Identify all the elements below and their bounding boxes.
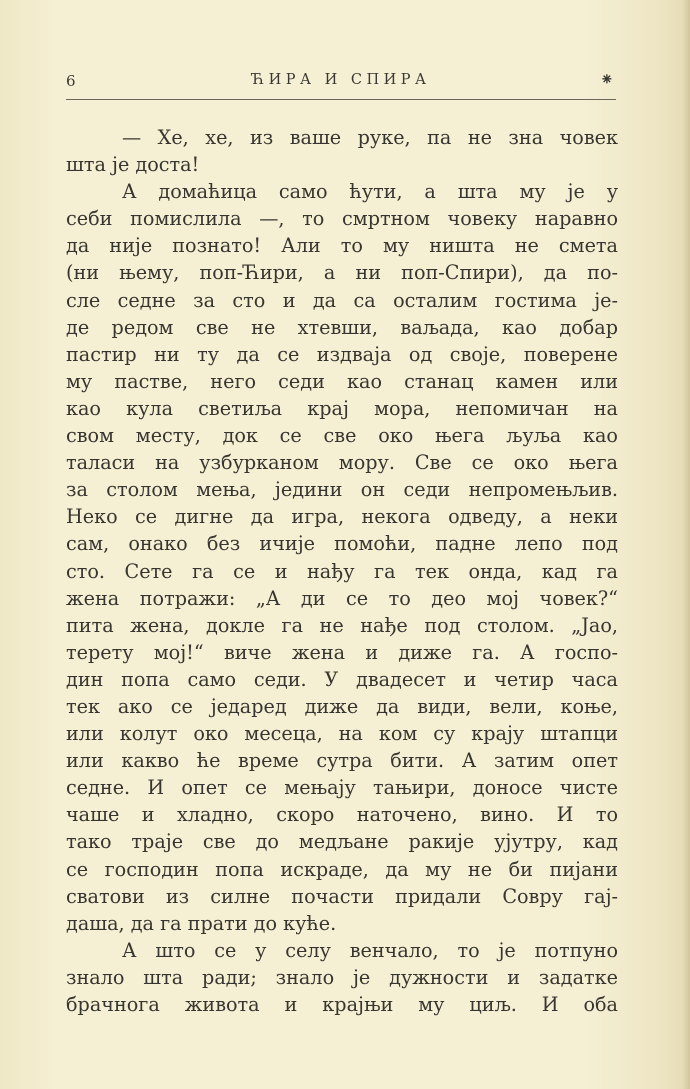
text-line: му пастве, него седи као станац камен или [66,369,618,393]
text-line: тек ако се једаред диже да види, вели, коње, [66,694,618,718]
running-title: ЋИРА И СПИРА [251,72,431,88]
text-line: тако траје све до медљане ракије ујутру, кад [66,830,618,854]
text-line: пастир ни ту да се издваја од своје, поверене [66,342,618,366]
text-line: таласи на узбурканом мору. Све се око њега [66,451,618,475]
text-line: А што се у селу венчало, то је потпуно [122,938,618,962]
text-line: као кула светиља крај мора, непомичан на [66,396,618,420]
text-line: де редом све не хтевши, ваљада, као добар [66,315,618,339]
text-line: (ни њему, поп-Ћири, а ни поп-Спири), да по- [66,261,618,285]
text-line: сам, онако без ичије помоћи, падне лепо под [66,532,618,556]
text-line: даша, да га прати до куће. [66,911,337,935]
running-header [66,70,616,96]
text-line: свом месту, док се све око њега љуља као [66,424,618,448]
text-line: се господин попа искраде, да му не би пијани [66,857,618,881]
text-line: да није познато! Али то му ништа не смета [66,234,618,258]
text-line: седне. И опет се мењају тањири, доносе чисте [66,776,618,800]
text-line: шта је доста! [66,153,200,177]
text-line: терету мој!“ виче жена и диже га. А госпо- [66,640,618,664]
text-line: чаше и хладно, скоро наточено, вино. И то [66,803,618,827]
text-line: — Хе, хе, из ваше руке, па не зна човек [122,126,618,149]
text-line: сватови из силне почасти придали Совру гај- [66,884,618,908]
body-text [66,124,618,1018]
text-line: дин попа само седи. У двадесет и четир часа [66,667,618,691]
text-line: или какво ће време сутра бити. А затим опет [66,749,618,773]
text-line: А домаћица само ћути, а шта му је у [122,180,618,204]
page-edge-shadow [682,0,690,1089]
text-line: знало шта ради; знало је дужности и задатке [66,965,618,989]
text-line: жена потражи: „А ди се то део мој човек?“ [66,586,618,610]
text-line: пита жена, докле га не нађе под столом. „Јао, [66,613,618,637]
text-line: себи помислила —, то смртном човеку наравно [66,207,618,231]
text-line: сто. Сете га се и нађу га тек онда, кад га [66,559,618,583]
text-line: сле седне за сто и да са осталим гостима је- [66,288,618,312]
text-line: или колут око месеца, на ком су крају штапци [66,722,618,746]
header-rule [66,99,616,100]
text-line: за столом мења, једини он седи непромењљив. [66,478,618,502]
page-number: 6 [66,72,76,90]
asterism-ornament-icon: ⁕ [599,70,614,90]
text-line: Неко се дигне да игра, некога одведу, а неки [66,505,618,529]
text-line: брачнога живота и крајњи му циљ. И оба [66,993,618,1016]
